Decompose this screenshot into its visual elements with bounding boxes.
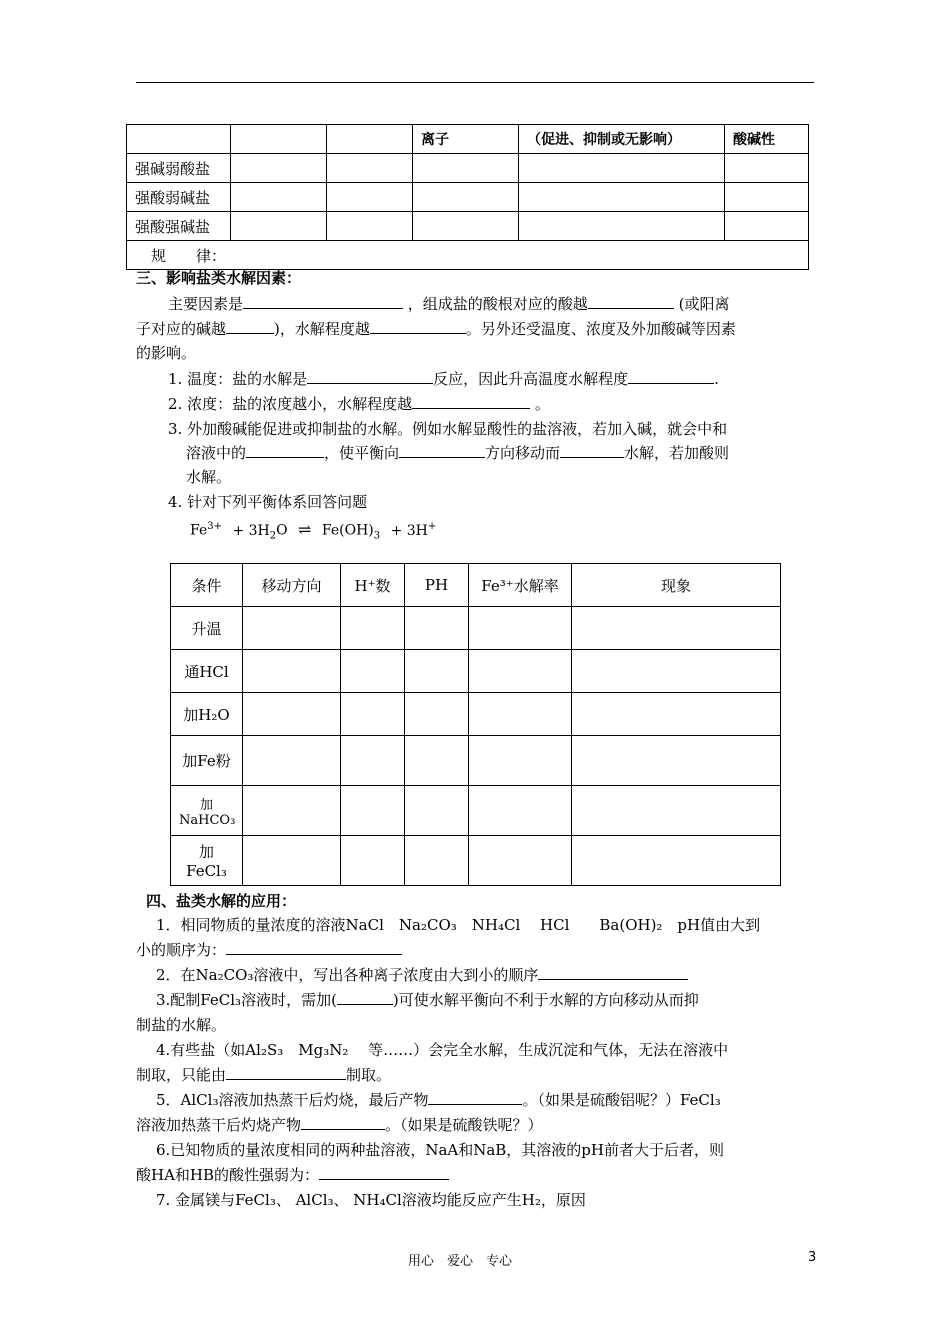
header-cell — [127, 125, 231, 154]
blank — [399, 441, 485, 458]
question-7: 7. 金属镁与FeCl₃、 AlCl₃、 NH₄Cl溶液均能反应产生H₂，原因 — [156, 1191, 586, 1209]
question-3: 3.配制FeCl₃溶液时，需加( )可使水解平衡向不利于水解的方向移动从而抑 — [156, 988, 699, 1012]
item-equilibrium: 4. 针对下列平衡体系回答问题 — [168, 493, 368, 511]
para-line: 溶液加热蒸干后灼烧产物 。（如果是硫酸铁呢？） — [136, 1113, 543, 1137]
question-1: 1．相同物质的量浓度的溶液NaCl Na₂CO₃ NH₄Cl HCl Ba(OH)₂ pH值由大到 — [156, 916, 761, 934]
blank — [538, 963, 688, 980]
blank — [412, 392, 530, 409]
blank — [301, 1113, 385, 1130]
blank — [246, 441, 324, 458]
blank — [226, 317, 274, 334]
blank — [226, 938, 402, 955]
section-3-title: 三、影响盐类水解因素： — [136, 269, 302, 287]
header-cell: H⁺数 — [341, 564, 405, 607]
header-cell: 现象 — [572, 564, 781, 607]
para-line: 酸HA和HB的酸性强弱为： — [136, 1163, 449, 1187]
table-row — [127, 154, 809, 183]
table-row — [171, 786, 781, 836]
footer-motto: 用心 爱心 专心 — [408, 1254, 513, 1269]
header-cell: PH — [405, 564, 469, 607]
table-row — [171, 607, 781, 650]
condition-cell: 升温 — [171, 607, 243, 650]
blank — [370, 317, 466, 334]
item-temperature: 1. 温度：盐的水解是 反应，因此升高温度水解程度 . — [168, 367, 719, 391]
condition-cell: 通HCl — [171, 650, 243, 693]
blank — [243, 292, 403, 309]
para-line: 主要因素是 ，组成盐的酸根对应的酸越 (或阳离 — [168, 292, 729, 316]
item-concentration: 2. 浓度：盐的浓度越小，水解程度越 。 — [168, 392, 550, 416]
law-label: 规 律： — [127, 241, 809, 270]
salt-hydrolysis-table — [126, 124, 809, 270]
para-line: 的影响。 — [136, 344, 197, 362]
page-number: 3 — [808, 1250, 817, 1265]
blank — [628, 367, 714, 384]
header-cell: 移动方向 — [243, 564, 341, 607]
question-2: 2．在Na₂CO₃溶液中，写出各种离子浓度由大到小的顺序 — [156, 963, 688, 987]
equilibrium-arrow-icon: ⇌ — [298, 519, 312, 539]
equation: $Fe^{3+} + 3H_2O$ ⇌ $Fe(OH)_3 + 3H^+$ — [190, 519, 437, 542]
equilibrium-table — [170, 563, 781, 886]
table-row — [171, 693, 781, 736]
table-header-row — [127, 125, 809, 154]
table-row — [171, 650, 781, 693]
item-acid-base: 3. 外加酸碱能促进或抑制盐的水解。例如水解显酸性的盐溶液，若加入碱，就会中和 — [168, 420, 728, 438]
header-cell — [327, 125, 413, 154]
table-row — [171, 736, 781, 786]
para-line: 小的顺序为： — [136, 938, 402, 962]
question-5: 5．AlCl₃溶液加热蒸干后灼烧，最后产物 。（如果是硫酸铝呢？）FeCl₃ — [156, 1088, 721, 1112]
table-row — [127, 183, 809, 212]
header-cell — [231, 125, 327, 154]
blank — [337, 988, 393, 1005]
question-6: 6.已知物质的量浓度相同的两种盐溶液，NaA和NaB，其溶液的pH前者大于后者，则 — [156, 1141, 724, 1159]
header-cell-acidity: 酸碱性 — [725, 125, 809, 154]
para-line: 溶液中的 ，使平衡向 方向移动而 水解，若加酸则 — [186, 441, 729, 465]
condition-cell: 加H₂O — [171, 693, 243, 736]
table-row — [171, 836, 781, 886]
question-4: 4.有些盐（如Al₂S₃ Mg₃N₂ 等……）会完全水解，生成沉淀和气体，无法在溶液中 — [156, 1041, 729, 1059]
condition-cell: 加FeCl₃ — [171, 836, 243, 886]
para-line: 子对应的碱越 )，水解程度越 。另外还受温度、浓度及外加酸碱等因素 — [136, 317, 736, 341]
section-4-title: 四、盐类水解的应用： — [146, 892, 297, 910]
row-label: 强酸弱碱盐 — [127, 183, 231, 212]
header-rule — [136, 82, 814, 83]
blank — [319, 1163, 449, 1180]
table-row — [127, 212, 809, 241]
blank — [588, 292, 674, 309]
header-cell: 条件 — [171, 564, 243, 607]
para-line: 制盐的水解。 — [136, 1016, 227, 1034]
blank — [226, 1063, 346, 1080]
header-cell: Fe³⁺水解率 — [469, 564, 572, 607]
table-header-row — [171, 564, 781, 607]
blank — [307, 367, 433, 384]
row-label: 强酸强碱盐 — [127, 212, 231, 241]
blank — [560, 441, 624, 458]
condition-cell: 加Fe粉 — [171, 736, 243, 786]
para-line: 水解。 — [186, 468, 232, 486]
para-line: 制取，只能由 制取。 — [136, 1063, 391, 1087]
condition-cell: 加NaHCO₃ — [171, 786, 243, 836]
row-label: 强碱弱酸盐 — [127, 154, 231, 183]
blank — [428, 1088, 522, 1105]
header-cell-effect: （促进、抑制或无影响） — [519, 125, 725, 154]
header-cell-ion: 离子 — [413, 125, 519, 154]
